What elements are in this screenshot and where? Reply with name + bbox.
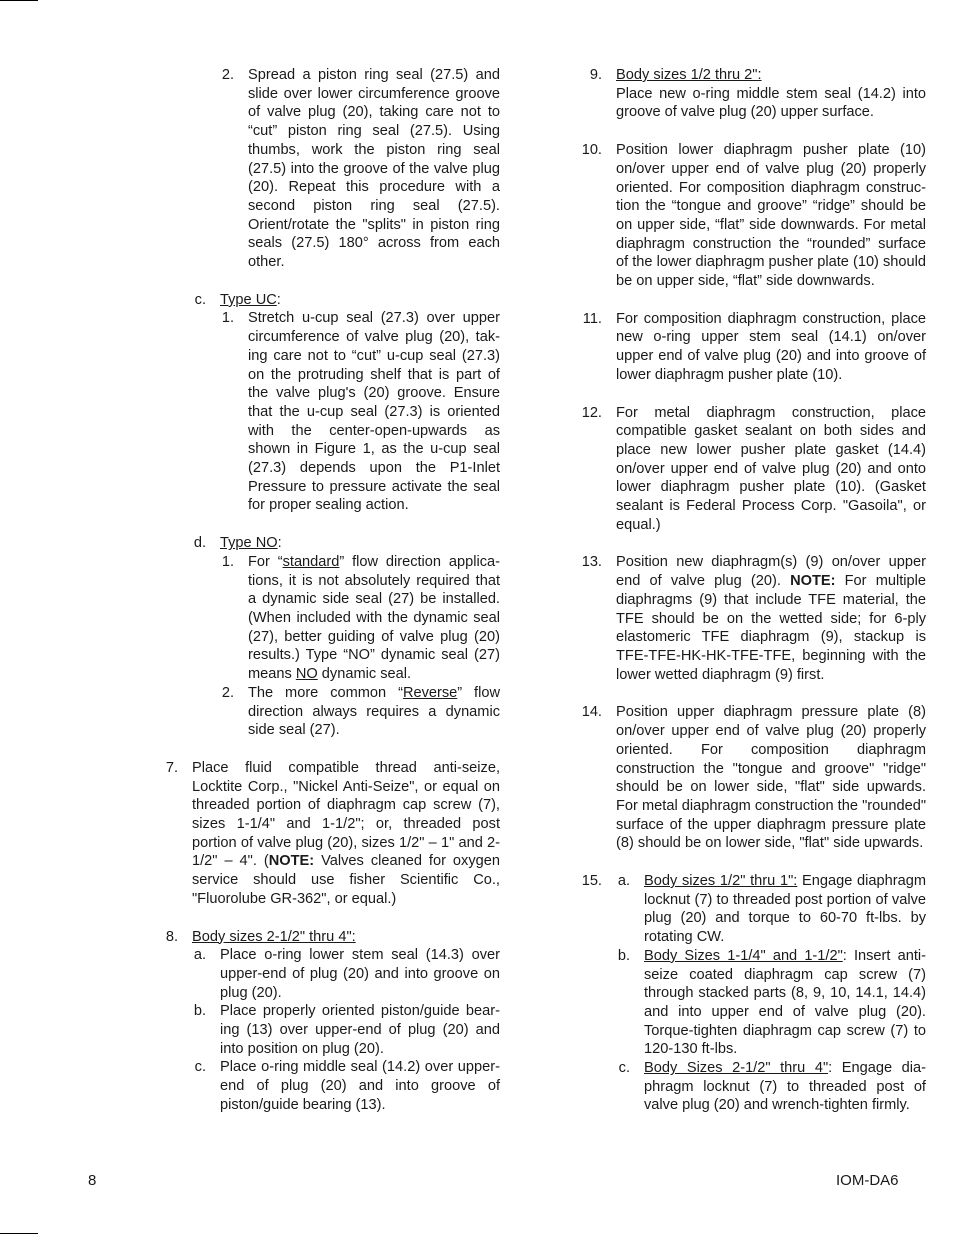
step-8a xyxy=(160,946,500,1002)
step-text: Body Sizes 2-1/2" thru 4": Engage diaphragm locknut (7) to threaded post of valve plug (20) and wrench-tighten firmly. xyxy=(644,1060,926,1114)
step-7 xyxy=(160,759,500,909)
step-text: Body sizes 1/2 thru 2": Place new o-ring middle stem seal (14.2) into groove of valve plug (20) upper surface. xyxy=(616,67,926,121)
step-number: 2. xyxy=(221,67,234,83)
step-text: Place properly oriented piston/guide bearing (13) over upper-end of plug (20) and into position on plug (20). xyxy=(220,1003,500,1057)
step-letter: a. xyxy=(617,873,630,890)
page-number: 8 xyxy=(88,1172,97,1189)
step-heading: Type UC: xyxy=(220,291,281,308)
step-15b xyxy=(616,947,926,1059)
step-heading: Body sizes 2-1/2" thru 4": xyxy=(192,928,356,945)
step-letter: c. xyxy=(194,291,206,308)
step-text: Stretch u-cup seal (27.3) over upper circumference of valve plug (20), taking care not to “cut” u-cup seal (27.3) on the protruding shelf that is part of the valve plug's (20) groove. Ensure that the u-cup seal (27.3) is oriented with the center-open-upwards as shown in Figure 1, as the u-cup seal (27.3) depends upon the P1-Inlet Pressure to pressure activate the seal for proper sealing action. xyxy=(248,310,500,514)
step-text: Spread a piston ring seal (27.5) and slide over lower circumference groove of valve plug (20), taking care not to “cut” piston ring seal (27.5). Using thumbs, work the piston ring seal (27.5) into the groove of the valve plug (20). Repeat this procedure with a second piston ring seal (27.5). Orient/rotate the "splits" in piston ring seals (27.5) 180° across from each other. xyxy=(248,67,500,271)
step-text: Body sizes 1/2" thru 1": Engage diaphragm locknut (7) to threaded post portion of valve plug (20) and torque to 60-70 ft-lbs. by rotating CW. xyxy=(644,873,926,946)
step-15a xyxy=(616,872,926,947)
step-8b xyxy=(160,1002,500,1058)
step-number: 7. xyxy=(165,759,178,776)
step-number: 1. xyxy=(221,310,234,327)
step-6c-1 xyxy=(160,309,500,515)
seal-type-uc: Type UC xyxy=(220,291,277,308)
step-8 xyxy=(160,928,500,947)
step-number: 10. xyxy=(581,142,602,159)
step-text: Place fluid compatible thread anti-seize, Locktite Corp., "Nickel Anti-Seize", or equal on threaded portion of diaphragm cap screw (7), sizes 1-1/4" and 1-1/2"; or, threaded post portion of valve plug (20), sizes 1/2" – 1" and 2-1/2" – 4". (NOTE: Valves cleaned for oxygen service should use fisher Scientific Co., "Fluorolube GR-362", or equal.) xyxy=(192,759,500,907)
step-10 xyxy=(568,141,926,291)
step-text: Position new diaphragm(s) (9) on/over upper end of valve plug (20). NOTE: For multiple diaphragms (9) that include TFE material, the TFE should be on the wetted side; for 6-ply elastomeric TFE diaphragm (9), stackup is TFE-TFE-HK-HK-TFE-TFE, beginning with the lower wetted diaphragm (9) first. xyxy=(616,554,926,683)
step-number: 14. xyxy=(581,704,602,721)
step-text: The more common “Reverse” flow direction always requires a dynamic side seal (27). xyxy=(248,684,500,739)
step-14 xyxy=(568,703,926,853)
step-9 xyxy=(568,66,926,122)
right-column xyxy=(568,66,926,1115)
step-13 xyxy=(568,553,926,684)
step-text: Body Sizes 1-1/4" and 1-1/2": Insert anti-seize coated diaphragm cap screw (7) through stacked parts (8, 9, 10, 14.1, 14.4) and into upper end of valve plug (20). Torque-tighten diaphragm cap screw (7) to 120-130 ft-lbs. xyxy=(644,947,926,1058)
step-number: 2. xyxy=(221,684,234,701)
step-text: Position upper diaphragm pressure plate (8) on/over upper end of valve plug (20) properly oriented. For composition diaphragm construction the "tongue and groove" "ridge" should be on lower side, "flat" side upwards. For metal diaphragm construction the "rounded" surface of the upper diaphragm pressure plate (8) should be on lower side, "flat" side upwards. xyxy=(616,704,926,852)
step-6d xyxy=(160,534,500,553)
document-id: IOM-DA6 xyxy=(836,1172,899,1189)
step-number: 12. xyxy=(581,404,602,421)
step-letter: b. xyxy=(193,1003,206,1020)
step-letter: c. xyxy=(194,1059,206,1076)
left-column xyxy=(160,66,500,1115)
step-12 xyxy=(568,404,926,535)
step-text: For metal diaphragm construction, place compatible gasket sealant on both sides and place new lower pusher plate gasket (14.4) on/over upper end of valve plug (20) and onto lower diaphragm pusher plate (10). (Gasket sealant is Federal Process Corp. "Gasoila", or equal.) xyxy=(616,404,926,533)
step-15c xyxy=(616,1059,926,1115)
step-11 xyxy=(568,310,926,385)
step-letter: a. xyxy=(193,947,206,964)
seal-type-no: Type NO xyxy=(220,535,278,552)
step-number: 8. xyxy=(165,928,178,945)
crop-mark-bottom xyxy=(0,1233,38,1234)
step-text: For “standard” flow direction applications, it is not absolutely required that a dynamic side seal (27) be installed. (When included with the dynamic seal (27), better guiding of valve plug (20) results.) Type “NO” dynamic seal (27) means NO dynamic seal. xyxy=(248,553,500,683)
step-15 xyxy=(568,872,926,1115)
step-text: Place o-ring middle seal (14.2) over upper-end of plug (20) and into groove of piston/guide bearing (13). xyxy=(220,1059,500,1113)
step-letter: d. xyxy=(193,535,206,552)
step-number: 1. xyxy=(221,553,234,570)
step-text: Position lower diaphragm pusher plate (10) on/over upper end of valve plug (20) properly oriented. For composition diaphragm construction the “tongue and groove” “ridge” should be on upper side, “flat” side downwards. For metal diaphragm construction the “rounded” surface of the lower diaphragm pusher plate (10) should be on upper side, “flat” side downwards. xyxy=(616,142,926,290)
crop-mark-top xyxy=(0,0,38,1)
step-6b-2 xyxy=(160,66,500,272)
step-6d-2 xyxy=(160,684,500,740)
step-text: For composition diaphragm construction, place new o-ring upper stem seal (14.1) on/over upper end of valve plug (20) and into groove of lower diaphragm pusher plate (10). xyxy=(616,310,926,383)
step-number: 13. xyxy=(581,554,602,571)
step-6d-1 xyxy=(160,553,500,684)
step-15-substeps xyxy=(616,872,926,1115)
step-8c xyxy=(160,1058,500,1114)
step-number: 11. xyxy=(582,310,602,327)
step-number: 9. xyxy=(589,67,602,83)
step-text: Place o-ring lower stem seal (14.3) over upper-end of plug (20) and into groove on plug (20). xyxy=(220,947,500,1001)
step-letter: b. xyxy=(617,947,630,964)
step-number: 15. xyxy=(581,873,602,890)
step-heading: Type NO: xyxy=(220,535,282,552)
step-letter: c. xyxy=(618,1060,630,1077)
step-6c xyxy=(160,291,500,310)
